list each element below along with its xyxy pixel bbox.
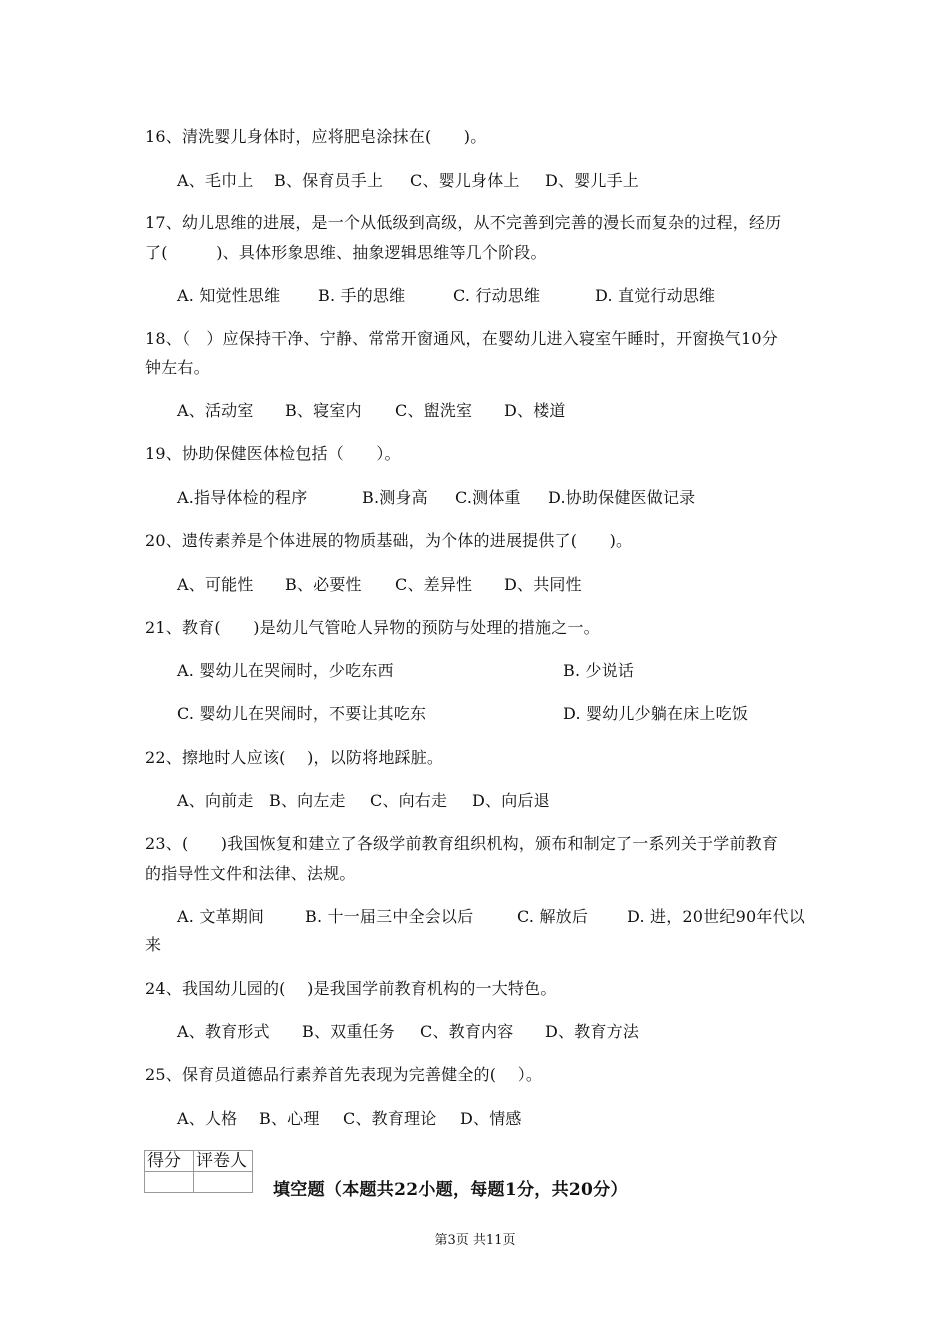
question-21-options-row1 — [177, 661, 634, 681]
option-c: C、教育理论 — [343, 1109, 437, 1128]
question-22-options — [177, 791, 550, 811]
option-b: B、保育员手上 — [274, 171, 384, 190]
question-24-options — [177, 1022, 639, 1042]
question-18-stem-cont: 钟左右。 — [145, 358, 210, 377]
option-b: B. 手的思维 — [318, 286, 406, 305]
question-16-options — [177, 171, 639, 191]
option-b: B、寝室内 — [285, 401, 362, 420]
option-b: B、向左走 — [269, 791, 346, 810]
score-header: 得分 — [145, 1151, 194, 1172]
option-b: B. 少说话 — [563, 661, 635, 680]
option-a: A. 知觉性思维 — [177, 286, 281, 305]
grader-header: 评卷人 — [194, 1151, 253, 1172]
question-17-options — [177, 286, 715, 306]
option-b: B、必要性 — [285, 575, 362, 594]
option-b: B.测身高 — [362, 488, 428, 507]
question-21-stem: 21、教育( )是幼儿气管呛人异物的预防与处理的措施之一。 — [145, 618, 600, 637]
question-17-stem: 17、幼儿思维的进展，是一个从低级到高级，从不完善到完善的漫长而复杂的过程，经历 — [145, 213, 782, 232]
question-18-options — [177, 401, 566, 421]
question-16-stem: 16、清洗婴儿身体时，应将肥皂涂抹在( )。 — [145, 127, 487, 146]
question-17-stem-cont: 了( )、具体形象思维、抽象逻辑思维等几个阶段。 — [145, 243, 547, 262]
question-23-stem-cont: 的指导性文件和法律、法规。 — [145, 864, 356, 883]
option-d: D、情感 — [460, 1109, 522, 1128]
option-d: D、向后退 — [472, 791, 550, 810]
score-cell — [145, 1172, 194, 1193]
option-a: A.指导体检的程序 — [177, 488, 308, 507]
option-a: A. 婴幼儿在哭闹时，少吃东西 — [177, 661, 394, 680]
option-c: C. 婴幼儿在哭闹时，不要让其吃东 — [177, 704, 427, 723]
option-c: C、盥洗室 — [395, 401, 473, 420]
question-19-options — [177, 488, 695, 508]
option-b: B、心理 — [259, 1109, 320, 1128]
option-c: C. 解放后 — [517, 907, 589, 926]
option-c: C、婴儿身体上 — [410, 171, 520, 190]
question-19-stem: 19、协助保健医体检包括（ ）。 — [145, 444, 401, 463]
option-d: D、楼道 — [504, 401, 566, 420]
option-c: C、教育内容 — [420, 1022, 514, 1041]
question-20-options — [177, 575, 582, 595]
question-23-stem: 23、( )我国恢复和建立了各级学前教育组织机构，颁布和制定了一系列关于学前教育 — [145, 834, 779, 853]
question-23-options — [177, 907, 805, 927]
option-c: C、向右走 — [370, 791, 448, 810]
option-b: B. 十一届三中全会以后 — [305, 907, 474, 926]
section-title: 填空题（本题共22小题，每题1分，共20分） — [273, 1180, 628, 1200]
question-23-options-cont: 来 — [145, 935, 162, 954]
option-d: D、教育方法 — [545, 1022, 640, 1041]
option-d: D. 婴幼儿少躺在床上吃饭 — [563, 704, 749, 723]
question-24-stem: 24、我国幼儿园的( )是我国学前教育机构的一大特色。 — [145, 979, 557, 998]
option-c: C、差异性 — [395, 575, 473, 594]
option-a: A、可能性 — [177, 575, 254, 594]
question-21-options-row2 — [177, 704, 748, 724]
option-a: A、活动室 — [177, 401, 254, 420]
score-table — [144, 1150, 253, 1193]
question-25-options — [177, 1109, 522, 1129]
option-d: D.协助保健医做记录 — [548, 488, 696, 507]
option-d: D、共同性 — [504, 575, 582, 594]
option-c: C. 行动思维 — [453, 286, 541, 305]
option-d: D. 进，20世纪90年代以 — [627, 907, 805, 926]
question-20-stem: 20、遗传素养是个体进展的物质基础，为个体的进展提供了( )。 — [145, 531, 633, 550]
question-25-stem: 25、保育员道德品行素养首先表现为完善健全的( ）。 — [145, 1065, 543, 1084]
grader-cell — [194, 1172, 253, 1193]
option-a: A、向前走 — [177, 791, 254, 810]
option-d: D. 直觉行动思维 — [595, 286, 716, 305]
option-a: A、教育形式 — [177, 1022, 270, 1041]
option-a: A、人格 — [177, 1109, 238, 1128]
option-a: A. 文革期间 — [177, 907, 265, 926]
option-a: A、毛巾上 — [177, 171, 254, 190]
option-c: C.测体重 — [455, 488, 521, 507]
option-d: D、婴儿手上 — [545, 171, 640, 190]
page-footer: 第3页 共11页 — [434, 1233, 516, 1248]
option-b: B、双重任务 — [302, 1022, 395, 1041]
question-22-stem: 22、擦地时人应该( )，以防将地踩脏。 — [145, 748, 444, 767]
question-18-stem: 18、（ ）应保持干净、宁静、常常开窗通风，在婴幼儿进入寝室午睡时，开窗换气10分 — [145, 329, 778, 348]
